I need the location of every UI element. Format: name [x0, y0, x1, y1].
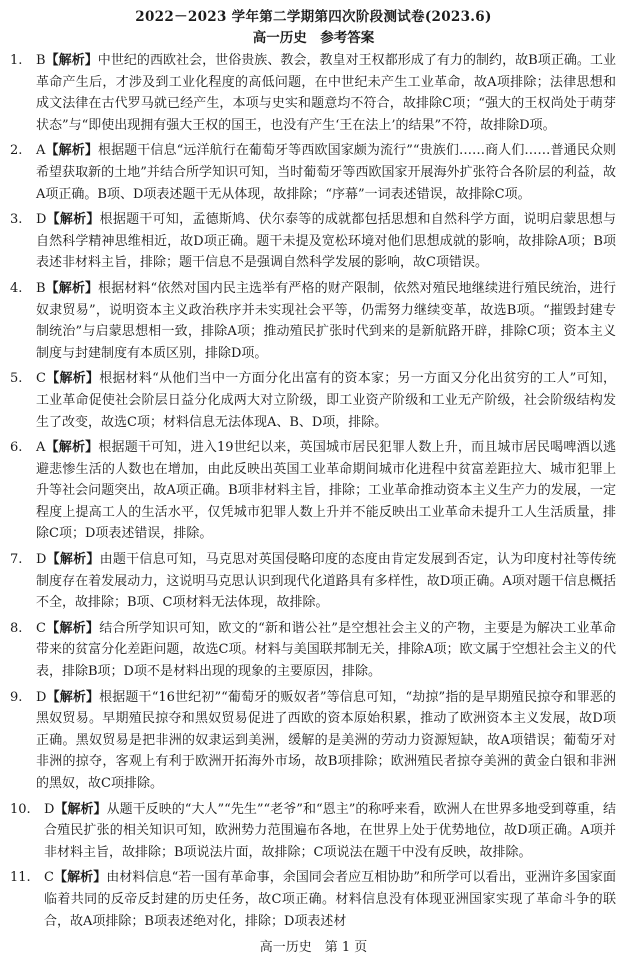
analysis-tag: 【解析】: [45, 280, 99, 296]
item-number: 3.: [10, 212, 23, 228]
analysis-text: 根据题干信息“远洋航行在葡萄牙等西欧国家颇为流行”“贵族们……商人们……普通民众则希望获取新的土地”并结合所学知识可知，当时葡萄牙等西欧国家开展海外扩张符合各阶层的利益，故A项正确。B项、D项表述题干无从体现，故排除；“序幕”一词表述错误，故排除C项。: [36, 143, 616, 202]
item-body: [36, 687, 616, 795]
analysis-tag: 【解析】: [46, 212, 100, 228]
answer-item: [10, 368, 616, 433]
analysis-text: 中世纪的西欧社会，世俗贵族、教会，教皇对王权都形成了有力的制约，故B项正确。工业革命产生后，才涉及到工业化程度的高低问题，在中世纪未产生工业革命，故A项排除；法律思想和成文法律在古代罗马就已经产生，本项与史实和题意均不符合，故排除C项；“强大的王权尚处于萌芽状态”与“即使出现拥有强大王权的国王，也没有产生‘王在法上’的结果”不符，故排除D项。: [36, 53, 616, 133]
analysis-tag: 【解析】: [46, 552, 100, 568]
item-body: [36, 618, 616, 683]
answer-letter: B: [36, 280, 46, 296]
item-body: [36, 368, 616, 433]
item-number: 2.: [10, 143, 23, 159]
answer-letter: A: [36, 440, 46, 456]
answer-item: [10, 549, 616, 614]
item-number: 10.: [10, 801, 31, 817]
answer-letter: D: [44, 801, 55, 817]
item-number: 6.: [10, 440, 23, 456]
analysis-tag: 【解析】: [53, 870, 107, 886]
answer-letter: C: [36, 620, 46, 636]
answer-letter: C: [36, 371, 46, 387]
analysis-text: 根据材料“依然对国内民主选举有严格的财产限制，依然对殖民地继续进行殖民统治，进行奴隶贸易”，说明资本主义政治秩序并未实现社会平等，仍需努力继续变革，故选B项。“摧毁封建专制统治”与启蒙思想相一致，排除A项；推动殖民扩张时代到来的是新航路开辟，排除C项；资本主义制度与封建制度有本质区别，排除D项。: [36, 280, 616, 361]
item-body: [44, 799, 616, 864]
answer-letter: D: [36, 212, 47, 228]
item-number: 9.: [10, 689, 23, 705]
analysis-tag: 【解析】: [45, 53, 98, 68]
answer-letter: D: [36, 689, 47, 705]
item-body: [36, 209, 616, 274]
analysis-tag: 【解析】: [46, 689, 100, 705]
analysis-text: 从题干反映的“大人”“先生”“老爷”和“恩主”的称呼来看，欧洲人在世界多地受到尊重，结合殖民扩张的相关知识可知，欧洲势力范围遍布各地，在世界上处于优势地位，故D项正确。A项并非材料主旨，故排除；B项说法片面，故排除；C项说法在题干中没有反映，故排除。: [44, 801, 616, 860]
item-body: [36, 50, 616, 136]
answer-item: [10, 687, 616, 795]
item-body: [36, 140, 616, 205]
answer-item: [10, 799, 616, 864]
analysis-text: 结合所学知识可知，欧文的“新和谐公社”是空想社会主义的产物，主要是为解决工业革命带来的贫富分化差距问题，故选C项。材料与美国联邦制无关，排除A项；欧文属于空想社会主义的代表，排除B项；D项不是材料出现的现象的主要原因，排除。: [36, 620, 616, 680]
answer-item: [10, 140, 616, 205]
answer-letter: D: [36, 552, 47, 568]
analysis-text: 根据题干可知，孟德斯鸠、伏尔泰等的成就都包括思想和自然科学方面，说明启蒙思想与自然科学精神思维相近，故D项正确。题干未提及宽松环境对他们思想成就的影响，故排除A项；B项表述非材料主旨，排除；题干信息不是强调自然科学发展的影响，故C项错误。: [36, 212, 616, 271]
answer-item: [10, 867, 616, 932]
item-number: 8.: [10, 620, 23, 636]
analysis-text: 根据题干“16世纪初”“葡萄牙的贩奴者”等信息可知，“劫掠”指的是早期殖民掠夺和罪恶的黑奴贸易。早期殖民掠夺和黑奴贸易促进了西欧的资本原始积累，推动了欧洲资本主义发展，故D项正确。黑奴贸易是把非洲的奴隶运到美洲，缓解的是美洲的劳动力资源短缺，故A项错误；葡萄牙对非洲的掠夺，客观上有利于欧洲开拓海外市场，故B项排除；欧洲殖民者掠夺美洲的黄金白银和非洲的黑奴，故C项排除。: [36, 689, 616, 791]
analysis-text: 由材料信息“若一国有革命事，余国同会者应互相协助”和所学可以看出，亚洲许多国家面临着共同的反帝反封建的历史任务，故C项正确。材料信息没有体现亚洲国家实现了革命斗争的联合，故A项排除；B项表述绝对化，排除；D项表述材: [44, 870, 616, 929]
item-number: 11.: [10, 870, 31, 886]
item-number: 1.: [10, 53, 23, 68]
item-number: 5.: [10, 371, 23, 387]
item-number: 4.: [10, 280, 23, 296]
analysis-tag: 【解析】: [54, 801, 107, 817]
item-number: 7.: [10, 552, 23, 568]
answer-letter: C: [44, 870, 54, 886]
answer-letter: A: [36, 143, 46, 159]
page-footer: 高一历史 第 1 页: [259, 940, 368, 955]
analysis-text: 根据题干可知，进入19世纪以来，英国城市居民犯罪人数上升，而且城市居民喝啤酒以逃避悲惨生活的人数也在增加，由此反映出英国工业革命期间城市化进程中贫富差距拉大、城市犯罪上升等社会问题突出，故A项正确。B项非材料主旨，排除；工业革命推动资本主义生产力的发展，一定程度上提高工人的生活水平，仅凭城市犯罪人数上升并不能反映出工业革命未提升工人生活质量，排除C项；D项表述错误，排除。: [36, 440, 616, 542]
answer-item: [10, 209, 616, 274]
answer-list: [10, 50, 616, 936]
analysis-tag: 【解析】: [45, 143, 98, 159]
answer-item: [10, 50, 616, 136]
answer-item: [10, 618, 616, 683]
answer-item: [10, 278, 616, 364]
analysis-tag: 【解析】: [45, 620, 100, 636]
analysis-text: 由题干信息可知，马克思对英国侵略印度的态度由肯定发展到否定，认为印度村社等传统制度存在着发展动力，这说明马克思认识到现代化道路具有多样性，故D项正确。A项对题干信息概括不全，故排除；B项、C项材料无法体现，故排除。: [36, 552, 616, 611]
item-body: [36, 437, 616, 545]
item-body: [36, 549, 616, 614]
answer-letter: B: [36, 53, 46, 68]
item-body: [44, 867, 616, 932]
exam-subtitle: 高一历史 参考答案: [252, 30, 375, 46]
item-body: [36, 278, 616, 364]
analysis-text: 根据材料“从他们当中一方面分化出富有的资本家；另一方面又分化出贫穷的工人”可知，工业革命促使社会阶层日益分化成两大对立阶级，即工业资产阶级和工业无产阶级，社会阶级结构发生了改变，故选C项；材料信息无法体现A、B、D项，排除。: [36, 371, 616, 430]
exam-title: 2022－2023 学年第二学期第四次阶段测试卷(2023.6): [135, 9, 492, 25]
answer-item: [10, 437, 616, 545]
analysis-tag: 【解析】: [45, 440, 99, 456]
analysis-tag: 【解析】: [45, 371, 100, 387]
